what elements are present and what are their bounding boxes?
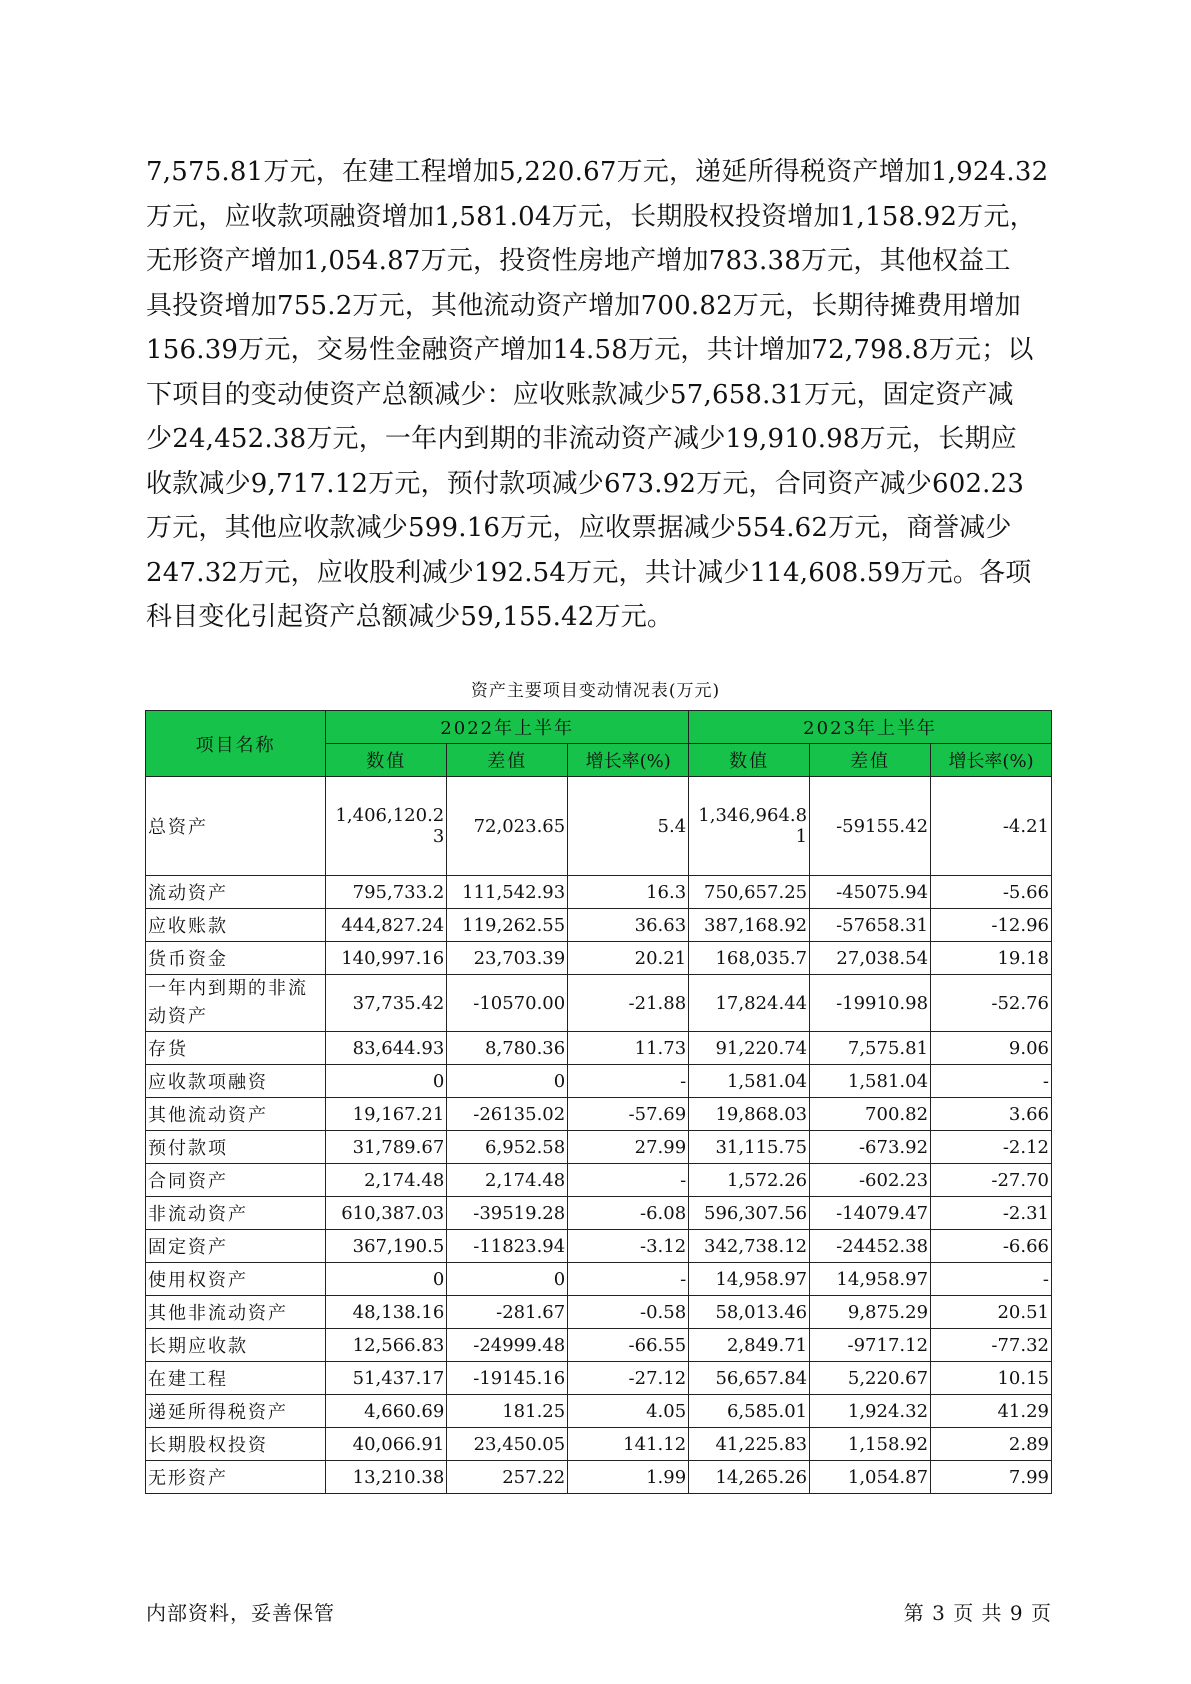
row-item-name: 非流动资产 — [146, 1197, 326, 1230]
cell-diff-2023: 7,575.81 — [810, 1032, 931, 1065]
row-item-name: 一年内到期的非流动资产 — [146, 975, 326, 1032]
cell-rate-2023: 9.06 — [931, 1032, 1052, 1065]
table-row — [146, 1395, 1052, 1428]
cell-rate-2023: -52.76 — [931, 975, 1052, 1032]
cell-value-2022: 40,066.91 — [326, 1428, 447, 1461]
header-diff: 差值 — [447, 744, 568, 777]
row-item-name: 长期应收款 — [146, 1329, 326, 1362]
row-item-name: 预付款项 — [146, 1131, 326, 1164]
header-period-2022: 2022年上半年 — [326, 711, 689, 744]
cell-diff-2022: -11823.94 — [447, 1230, 568, 1263]
cell-diff-2023: 1,158.92 — [810, 1428, 931, 1461]
cell-rate-2023: 19.18 — [931, 942, 1052, 975]
cell-rate-2022: 27.99 — [568, 1131, 689, 1164]
cell-diff-2022: -39519.28 — [447, 1197, 568, 1230]
cell-diff-2022: 181.25 — [447, 1395, 568, 1428]
cell-diff-2022: 23,703.39 — [447, 942, 568, 975]
footer-page-number: 第 3 页 共 9 页 — [903, 1601, 1052, 1625]
table-row — [146, 1263, 1052, 1296]
cell-value-2022: 444,827.24 — [326, 909, 447, 942]
cell-rate-2022: -57.69 — [568, 1098, 689, 1131]
row-item-name: 总资产 — [146, 777, 326, 876]
cell-rate-2022: -3.12 — [568, 1230, 689, 1263]
row-item-name: 其他流动资产 — [146, 1098, 326, 1131]
row-item-name: 存货 — [146, 1032, 326, 1065]
cell-diff-2023: -673.92 — [810, 1131, 931, 1164]
table-row — [146, 1164, 1052, 1197]
cell-value-2022: 48,138.16 — [326, 1296, 447, 1329]
paragraph-line: 无形资产增加1,054.87万元，投资性房地产增加783.38万元，其他权益工 — [146, 246, 1011, 276]
cell-value-2023: 1,581.04 — [689, 1065, 810, 1098]
cell-value-2023: 14,265.26 — [689, 1461, 810, 1494]
cell-rate-2023: 7.99 — [931, 1461, 1052, 1494]
row-item-name: 应收账款 — [146, 909, 326, 942]
cell-rate-2022: -66.55 — [568, 1329, 689, 1362]
cell-diff-2022: -19145.16 — [447, 1362, 568, 1395]
cell-value-2022: 37,735.42 — [326, 975, 447, 1032]
cell-value-2022: 795,733.2 — [326, 876, 447, 909]
cell-rate-2023: -2.12 — [931, 1131, 1052, 1164]
header-value: 数值 — [326, 744, 447, 777]
cell-rate-2022: 1.99 — [568, 1461, 689, 1494]
cell-rate-2023: 2.89 — [931, 1428, 1052, 1461]
cell-diff-2022: -10570.00 — [447, 975, 568, 1032]
cell-value-2023: 342,738.12 — [689, 1230, 810, 1263]
body-paragraph — [146, 150, 1051, 640]
cell-rate-2023: -27.70 — [931, 1164, 1052, 1197]
cell-rate-2022: -6.08 — [568, 1197, 689, 1230]
cell-diff-2023: 1,924.32 — [810, 1395, 931, 1428]
cell-diff-2023: 700.82 — [810, 1098, 931, 1131]
cell-value-2023: 41,225.83 — [689, 1428, 810, 1461]
paragraph-line: 7,575.81万元，在建工程增加5,220.67万元，递延所得税资产增加1,924.32 — [146, 157, 1049, 187]
cell-diff-2023: 9,875.29 — [810, 1296, 931, 1329]
cell-rate-2022: -0.58 — [568, 1296, 689, 1329]
cell-rate-2023: -4.21 — [931, 777, 1052, 876]
cell-value-2022: 19,167.21 — [326, 1098, 447, 1131]
row-item-name: 长期股权投资 — [146, 1428, 326, 1461]
cell-value-2023: 19,868.03 — [689, 1098, 810, 1131]
cell-diff-2023: 5,220.67 — [810, 1362, 931, 1395]
cell-value-2022: 0 — [326, 1065, 447, 1098]
header-rate: 增长率(%) — [931, 744, 1052, 777]
cell-rate-2023: -5.66 — [931, 876, 1052, 909]
table-row — [146, 876, 1052, 909]
cell-rate-2023: 20.51 — [931, 1296, 1052, 1329]
cell-value-2023: 1,346,964.81 — [689, 777, 810, 876]
table-row — [146, 1428, 1052, 1461]
cell-rate-2022: 4.05 — [568, 1395, 689, 1428]
cell-value-2023: 14,958.97 — [689, 1263, 810, 1296]
cell-value-2023: 596,307.56 — [689, 1197, 810, 1230]
cell-value-2022: 1,406,120.23 — [326, 777, 447, 876]
cell-rate-2022: - — [568, 1065, 689, 1098]
cell-diff-2023: -59155.42 — [810, 777, 931, 876]
cell-rate-2022: -27.12 — [568, 1362, 689, 1395]
cell-rate-2022: - — [568, 1263, 689, 1296]
cell-value-2023: 56,657.84 — [689, 1362, 810, 1395]
cell-diff-2022: -281.67 — [447, 1296, 568, 1329]
cell-diff-2023: 1,054.87 — [810, 1461, 931, 1494]
paragraph-line: 247.32万元，应收股利减少192.54万元，共计减少114,608.59万元。各项 — [146, 557, 1032, 588]
cell-diff-2022: 257.22 — [447, 1461, 568, 1494]
cell-diff-2023: 14,958.97 — [810, 1263, 931, 1296]
paragraph-line: 科目变化引起资产总额减少59,155.42万元。 — [146, 602, 674, 632]
cell-diff-2023: 1,581.04 — [810, 1065, 931, 1098]
cell-rate-2023: - — [931, 1263, 1052, 1296]
paragraph-line: 少24,452.38万元，一年内到期的非流动资产减少19,910.98万元，长期应 — [146, 424, 1017, 454]
row-item-name: 固定资产 — [146, 1230, 326, 1263]
cell-value-2023: 2,849.71 — [689, 1329, 810, 1362]
table-caption: 资产主要项目变动情况表(万元) — [470, 681, 721, 701]
cell-diff-2022: 119,262.55 — [447, 909, 568, 942]
cell-diff-2023: -9717.12 — [810, 1329, 931, 1362]
cell-value-2022: 83,644.93 — [326, 1032, 447, 1065]
paragraph-line: 具投资增加755.2万元，其他流动资产增加700.82万元，长期待摊费用增加 — [146, 290, 1022, 321]
paragraph-line: 收款减少9,717.12万元，预付款项减少673.92万元，合同资产减少602.23 — [146, 468, 1025, 499]
cell-value-2023: 6,585.01 — [689, 1395, 810, 1428]
cell-diff-2022: 23,450.05 — [447, 1428, 568, 1461]
cell-diff-2022: 72,023.65 — [447, 777, 568, 876]
cell-value-2023: 168,035.7 — [689, 942, 810, 975]
cell-rate-2022: 141.12 — [568, 1428, 689, 1461]
header-period-2023: 2023年上半年 — [689, 711, 1052, 744]
cell-value-2023: 17,824.44 — [689, 975, 810, 1032]
cell-rate-2022: 11.73 — [568, 1032, 689, 1065]
cell-diff-2023: -45075.94 — [810, 876, 931, 909]
cell-diff-2023: -19910.98 — [810, 975, 931, 1032]
cell-diff-2022: 8,780.36 — [447, 1032, 568, 1065]
cell-value-2022: 4,660.69 — [326, 1395, 447, 1428]
cell-diff-2022: 0 — [447, 1065, 568, 1098]
footer-confidential: 内部资料，妥善保管 — [146, 1601, 335, 1625]
cell-value-2023: 58,013.46 — [689, 1296, 810, 1329]
cell-diff-2022: -26135.02 — [447, 1098, 568, 1131]
row-item-name: 递延所得税资产 — [146, 1395, 326, 1428]
cell-diff-2023: -24452.38 — [810, 1230, 931, 1263]
cell-value-2023: 750,657.25 — [689, 876, 810, 909]
cell-rate-2023: 10.15 — [931, 1362, 1052, 1395]
table-row — [146, 1131, 1052, 1164]
cell-rate-2022: 16.3 — [568, 876, 689, 909]
table-row — [146, 1296, 1052, 1329]
cell-value-2022: 610,387.03 — [326, 1197, 447, 1230]
table-row — [146, 1032, 1052, 1065]
cell-rate-2023: - — [931, 1065, 1052, 1098]
row-item-name: 无形资产 — [146, 1461, 326, 1494]
cell-value-2022: 51,437.17 — [326, 1362, 447, 1395]
cell-value-2023: 387,168.92 — [689, 909, 810, 942]
row-item-name: 其他非流动资产 — [146, 1296, 326, 1329]
table-row — [146, 1329, 1052, 1362]
table-row — [146, 1230, 1052, 1263]
cell-value-2023: 91,220.74 — [689, 1032, 810, 1065]
row-item-name: 应收款项融资 — [146, 1065, 326, 1098]
table-row — [146, 777, 1052, 876]
cell-value-2023: 1,572.26 — [689, 1164, 810, 1197]
cell-rate-2023: -2.31 — [931, 1197, 1052, 1230]
cell-diff-2022: 111,542.93 — [447, 876, 568, 909]
table-row — [146, 1362, 1052, 1395]
cell-value-2022: 140,997.16 — [326, 942, 447, 975]
table-row — [146, 1461, 1052, 1494]
cell-value-2023: 31,115.75 — [689, 1131, 810, 1164]
cell-diff-2022: -24999.48 — [447, 1329, 568, 1362]
cell-diff-2023: -57658.31 — [810, 909, 931, 942]
cell-value-2022: 2,174.48 — [326, 1164, 447, 1197]
cell-rate-2023: -77.32 — [931, 1329, 1052, 1362]
row-item-name: 在建工程 — [146, 1362, 326, 1395]
paragraph-line: 万元，应收款项融资增加1,581.04万元，长期股权投资增加1,158.92万元， — [146, 201, 1036, 232]
cell-rate-2023: 3.66 — [931, 1098, 1052, 1131]
paragraph-line: 156.39万元，交易性金融资产增加14.58万元，共计增加72,798.8万元；以 — [146, 335, 1034, 365]
paragraph-line: 万元，其他应收款减少599.16万元，应收票据减少554.62万元，商誉减少 — [146, 513, 1012, 543]
cell-value-2022: 13,210.38 — [326, 1461, 447, 1494]
header-diff: 差值 — [810, 744, 931, 777]
header-value: 数值 — [689, 744, 810, 777]
table-row — [146, 975, 1052, 1032]
cell-diff-2022: 2,174.48 — [447, 1164, 568, 1197]
cell-value-2022: 12,566.83 — [326, 1329, 447, 1362]
cell-value-2022: 31,789.67 — [326, 1131, 447, 1164]
cell-diff-2023: -602.23 — [810, 1164, 931, 1197]
cell-rate-2023: -12.96 — [931, 909, 1052, 942]
cell-rate-2022: 5.4 — [568, 777, 689, 876]
table-row — [146, 1098, 1052, 1131]
cell-diff-2022: 0 — [447, 1263, 568, 1296]
paragraph-line: 下项目的变动使资产总额减少：应收账款减少57,658.31万元，固定资产减 — [146, 379, 1014, 410]
cell-diff-2023: 27,038.54 — [810, 942, 931, 975]
table-row — [146, 909, 1052, 942]
cell-rate-2023: -6.66 — [931, 1230, 1052, 1263]
header-rate: 增长率(%) — [568, 744, 689, 777]
table-row — [146, 1197, 1052, 1230]
cell-rate-2022: 36.63 — [568, 909, 689, 942]
table-row — [146, 942, 1052, 975]
cell-rate-2023: 41.29 — [931, 1395, 1052, 1428]
table-row — [146, 1065, 1052, 1098]
cell-diff-2023: -14079.47 — [810, 1197, 931, 1230]
row-item-name: 合同资产 — [146, 1164, 326, 1197]
cell-rate-2022: 20.21 — [568, 942, 689, 975]
row-item-name: 流动资产 — [146, 876, 326, 909]
cell-value-2022: 367,190.5 — [326, 1230, 447, 1263]
cell-value-2022: 0 — [326, 1263, 447, 1296]
row-item-name: 货币资金 — [146, 942, 326, 975]
header-item-name: 项目名称 — [146, 711, 326, 777]
cell-diff-2022: 6,952.58 — [447, 1131, 568, 1164]
table-body — [146, 777, 1052, 1494]
cell-rate-2022: -21.88 — [568, 975, 689, 1032]
row-item-name: 使用权资产 — [146, 1263, 326, 1296]
cell-rate-2022: - — [568, 1164, 689, 1197]
asset-change-table — [145, 710, 1052, 1494]
